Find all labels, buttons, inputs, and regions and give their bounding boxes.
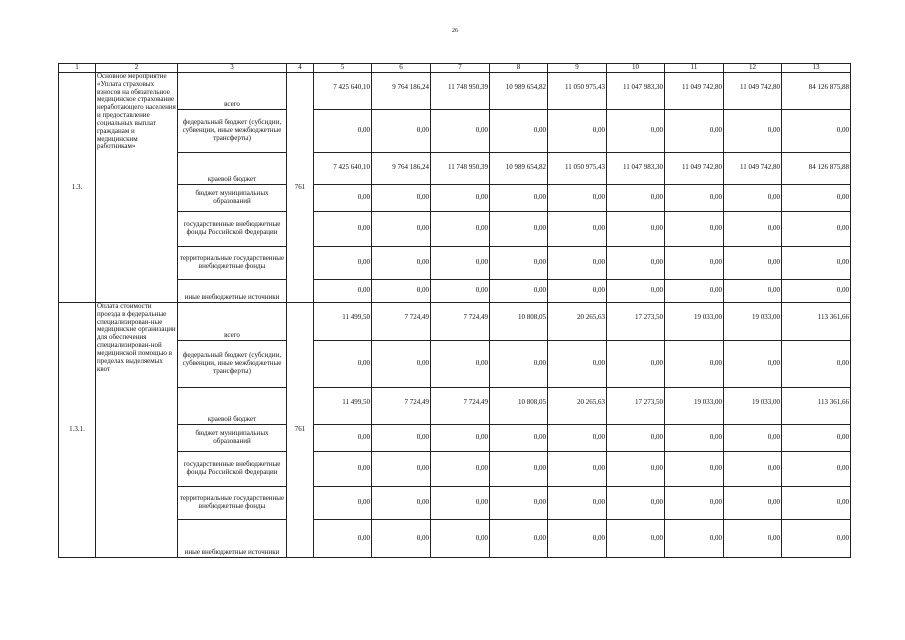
amount-cell: 84 126 875,88 (782, 153, 851, 185)
amount-cell: 17 273,50 (607, 303, 665, 341)
amount-cell: 0,00 (431, 520, 490, 558)
funding-source: иные внебюджетные источники (178, 280, 287, 303)
funding-source: бюджет муниципальных образований (178, 425, 287, 452)
amount-cell: 11 047 983,30 (607, 153, 665, 185)
amount-cell: 0,00 (665, 185, 724, 212)
row-code: 1.3. (59, 73, 96, 303)
amount-cell: 19 033,00 (724, 388, 782, 425)
funding-source: федеральный бюджет (субсидии, субвенции, иные межбюджетные трансферты) (178, 110, 287, 153)
header-cell: 9 (548, 64, 607, 73)
amount-cell: 0,00 (372, 452, 431, 487)
amount-cell: 11 049 742,80 (724, 153, 782, 185)
header-cell: 3 (178, 64, 287, 73)
amount-cell: 0,00 (314, 185, 372, 212)
budget-table (58, 63, 851, 558)
amount-cell: 0,00 (724, 110, 782, 153)
amount-cell: 11 050 975,43 (548, 153, 607, 185)
amount-cell: 0,00 (548, 185, 607, 212)
amount-cell: 11 049 742,80 (724, 73, 782, 110)
admin-code: 761 (287, 303, 314, 558)
amount-cell: 0,00 (314, 247, 372, 280)
table-row (59, 73, 851, 110)
amount-cell: 9 764 186,24 (372, 153, 431, 185)
funding-source: краевой бюджет (178, 153, 287, 185)
header-cell: 13 (782, 64, 851, 73)
amount-cell: 113 361,66 (782, 388, 851, 425)
amount-cell: 0,00 (724, 212, 782, 247)
amount-cell: 0,00 (490, 185, 548, 212)
amount-cell: 0,00 (314, 520, 372, 558)
header-cell: 5 (314, 64, 372, 73)
amount-cell: 0,00 (548, 425, 607, 452)
amount-cell: 7 724,49 (431, 388, 490, 425)
amount-cell: 17 273,50 (607, 388, 665, 425)
table-row (59, 341, 851, 388)
amount-cell: 7 425 640,10 (314, 153, 372, 185)
amount-cell: 0,00 (724, 487, 782, 520)
amount-cell: 19 033,00 (665, 303, 724, 341)
amount-cell: 11 049 742,80 (665, 73, 724, 110)
amount-cell: 0,00 (314, 452, 372, 487)
table-row (59, 487, 851, 520)
amount-cell: 0,00 (607, 452, 665, 487)
header-cell: 4 (287, 64, 314, 73)
amount-cell: 0,00 (607, 185, 665, 212)
header-row (59, 64, 851, 73)
amount-cell: 0,00 (607, 425, 665, 452)
amount-cell: 0,00 (665, 341, 724, 388)
amount-cell: 0,00 (431, 247, 490, 280)
amount-cell: 20 265,63 (548, 303, 607, 341)
amount-cell: 20 265,63 (548, 388, 607, 425)
amount-cell: 0,00 (665, 110, 724, 153)
amount-cell: 0,00 (372, 487, 431, 520)
amount-cell: 0,00 (665, 425, 724, 452)
row-code: 1.3.1. (59, 303, 96, 558)
amount-cell: 0,00 (490, 520, 548, 558)
amount-cell: 0,00 (431, 487, 490, 520)
header-cell: 7 (431, 64, 490, 73)
amount-cell: 0,00 (490, 110, 548, 153)
amount-cell: 0,00 (314, 425, 372, 452)
amount-cell: 0,00 (782, 247, 851, 280)
amount-cell: 0,00 (724, 341, 782, 388)
header-cell: 11 (665, 64, 724, 73)
amount-cell: 0,00 (665, 520, 724, 558)
table-row (59, 153, 851, 185)
amount-cell: 11 748 950,39 (431, 153, 490, 185)
funding-source: краевой бюджет (178, 388, 287, 425)
table-row (59, 212, 851, 247)
funding-source: территориальные государственные внебюджетные фонды (178, 487, 287, 520)
amount-cell: 7 425 640,10 (314, 73, 372, 110)
amount-cell: 0,00 (372, 212, 431, 247)
amount-cell: 11 047 983,30 (607, 73, 665, 110)
amount-cell: 0,00 (548, 487, 607, 520)
funding-source: территориальные государственные внебюджетные фонды (178, 247, 287, 280)
amount-cell: 11 748 950,39 (431, 73, 490, 110)
amount-cell: 7 724,49 (372, 388, 431, 425)
amount-cell: 0,00 (431, 452, 490, 487)
amount-cell: 10 989 654,82 (490, 73, 548, 110)
amount-cell: 0,00 (490, 280, 548, 303)
amount-cell: 0,00 (782, 212, 851, 247)
amount-cell: 113 361,66 (782, 303, 851, 341)
amount-cell: 0,00 (314, 280, 372, 303)
amount-cell: 0,00 (372, 520, 431, 558)
amount-cell: 0,00 (372, 247, 431, 280)
table-row (59, 452, 851, 487)
measure-name: Оплата стоимости проезда в федеральные специализирован-ные медицинские организации для обеспечения специализирован-ной медицинской помощью в пределах выделяемых квот (96, 303, 178, 558)
funding-source: бюджет муниципальных образований (178, 185, 287, 212)
amount-cell: 0,00 (782, 487, 851, 520)
funding-source: всего (178, 303, 287, 341)
amount-cell: 0,00 (431, 425, 490, 452)
amount-cell: 0,00 (372, 341, 431, 388)
amount-cell: 19 033,00 (724, 303, 782, 341)
amount-cell: 0,00 (724, 247, 782, 280)
amount-cell: 0,00 (372, 425, 431, 452)
amount-cell: 0,00 (607, 341, 665, 388)
amount-cell: 11 049 742,80 (665, 153, 724, 185)
amount-cell: 11 499,50 (314, 388, 372, 425)
table-row (59, 280, 851, 303)
amount-cell: 10 808,05 (490, 303, 548, 341)
amount-cell: 0,00 (724, 452, 782, 487)
funding-source: федеральный бюджет (субсидии, субвенции, иные межбюджетные трансферты) (178, 341, 287, 388)
funding-source: государственные внебюджетные фонды Российской Федерации (178, 212, 287, 247)
amount-cell: 0,00 (724, 425, 782, 452)
amount-cell: 0,00 (490, 341, 548, 388)
amount-cell: 0,00 (607, 520, 665, 558)
amount-cell: 0,00 (314, 212, 372, 247)
amount-cell: 0,00 (431, 185, 490, 212)
table-row (59, 185, 851, 212)
amount-cell: 0,00 (782, 520, 851, 558)
amount-cell: 0,00 (314, 341, 372, 388)
amount-cell: 7 724,49 (431, 303, 490, 341)
amount-cell: 10 989 654,82 (490, 153, 548, 185)
funding-source: иные внебюджетные источники (178, 520, 287, 558)
amount-cell: 0,00 (607, 247, 665, 280)
table-row (59, 303, 851, 341)
amount-cell: 84 126 875,88 (782, 73, 851, 110)
amount-cell: 9 764 186,24 (372, 73, 431, 110)
amount-cell: 0,00 (490, 247, 548, 280)
amount-cell: 0,00 (314, 110, 372, 153)
amount-cell: 0,00 (314, 487, 372, 520)
amount-cell: 0,00 (782, 425, 851, 452)
amount-cell: 0,00 (782, 452, 851, 487)
amount-cell: 0,00 (372, 110, 431, 153)
measure-name: Основное мероприятие «Уплата страховых взносов на обязательное медицинское страхование неработающего населения и предоставление социальных выплат гражданам и медицинским работникам» (96, 73, 178, 303)
amount-cell: 11 050 975,43 (548, 73, 607, 110)
header-cell: 1 (59, 64, 96, 73)
amount-cell: 0,00 (490, 425, 548, 452)
header-cell: 10 (607, 64, 665, 73)
admin-code: 761 (287, 73, 314, 303)
header-cell: 8 (490, 64, 548, 73)
amount-cell: 0,00 (607, 487, 665, 520)
amount-cell: 0,00 (431, 341, 490, 388)
amount-cell: 0,00 (665, 247, 724, 280)
amount-cell: 11 499,50 (314, 303, 372, 341)
amount-cell: 0,00 (665, 280, 724, 303)
amount-cell: 0,00 (548, 110, 607, 153)
amount-cell: 0,00 (548, 212, 607, 247)
amount-cell: 0,00 (665, 212, 724, 247)
funding-source: всего (178, 73, 287, 110)
table-row (59, 110, 851, 153)
header-cell: 2 (96, 64, 178, 73)
amount-cell: 0,00 (665, 487, 724, 520)
amount-cell: 0,00 (607, 110, 665, 153)
amount-cell: 0,00 (548, 520, 607, 558)
table-row (59, 247, 851, 280)
amount-cell: 19 033,00 (665, 388, 724, 425)
header-cell: 12 (724, 64, 782, 73)
amount-cell: 0,00 (372, 280, 431, 303)
amount-cell: 0,00 (548, 280, 607, 303)
table-row (59, 425, 851, 452)
table-row (59, 520, 851, 558)
amount-cell: 0,00 (724, 185, 782, 212)
amount-cell: 0,00 (490, 487, 548, 520)
amount-cell: 0,00 (431, 110, 490, 153)
amount-cell: 0,00 (782, 185, 851, 212)
amount-cell: 0,00 (724, 280, 782, 303)
amount-cell: 0,00 (490, 212, 548, 247)
amount-cell: 0,00 (782, 341, 851, 388)
amount-cell: 0,00 (431, 280, 490, 303)
amount-cell: 0,00 (724, 520, 782, 558)
funding-source: государственные внебюджетные фонды Российской Федерации (178, 452, 287, 487)
amount-cell: 0,00 (607, 280, 665, 303)
amount-cell: 0,00 (548, 247, 607, 280)
amount-cell: 0,00 (431, 212, 490, 247)
amount-cell: 0,00 (372, 185, 431, 212)
amount-cell: 0,00 (548, 341, 607, 388)
amount-cell: 0,00 (665, 452, 724, 487)
amount-cell: 10 808,05 (490, 388, 548, 425)
amount-cell: 0,00 (782, 110, 851, 153)
table-row (59, 388, 851, 425)
amount-cell: 0,00 (490, 452, 548, 487)
amount-cell: 0,00 (548, 452, 607, 487)
amount-cell: 7 724,49 (372, 303, 431, 341)
amount-cell: 0,00 (607, 212, 665, 247)
header-cell: 6 (372, 64, 431, 73)
amount-cell: 0,00 (782, 280, 851, 303)
page-number: 26 (452, 28, 458, 34)
